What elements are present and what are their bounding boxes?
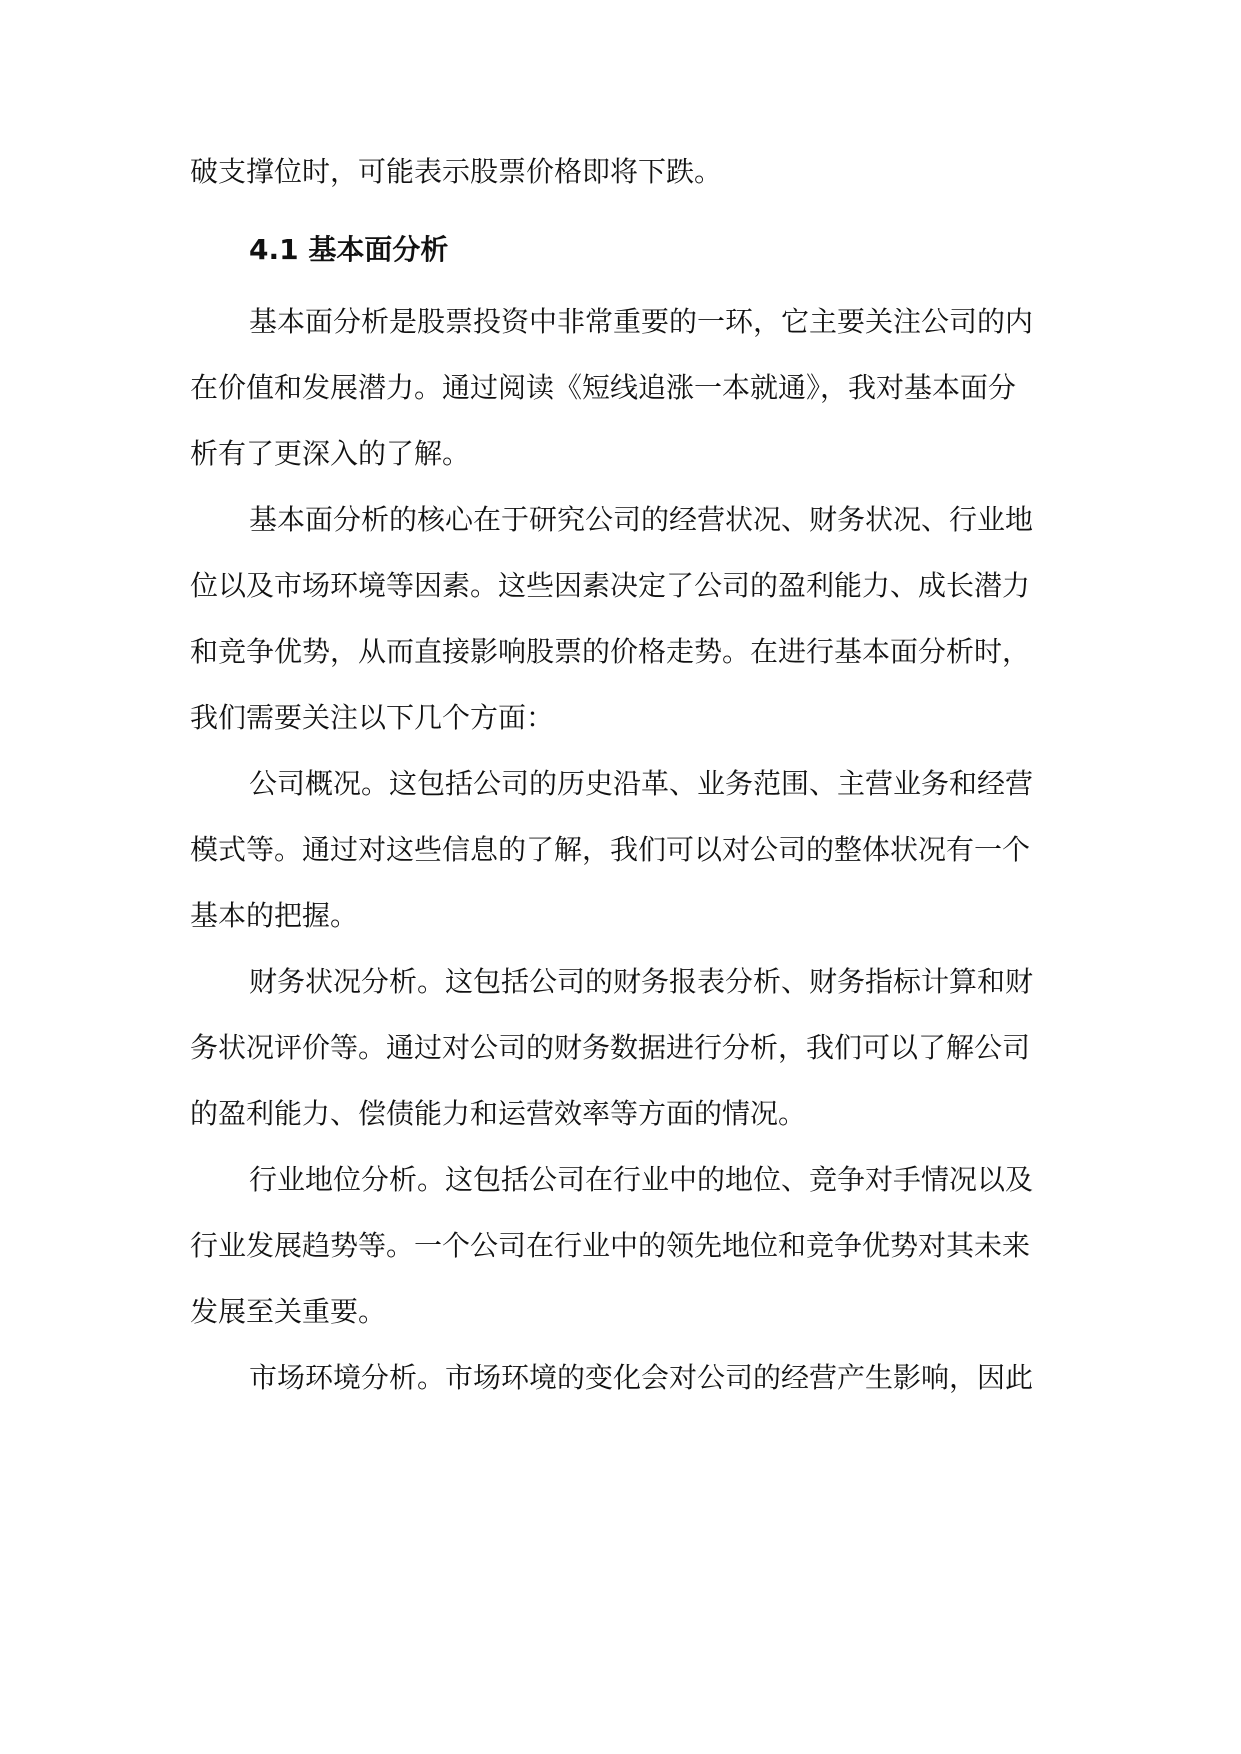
paragraph-line: 基本面分析的核心在于研究公司的经营状况、财务状况、行业地 (249, 503, 1034, 536)
paragraph-line: 财务状况分析。这包括公司的财务报表分析、财务指标计算和财 (249, 965, 1034, 998)
paragraph-line: 和竞争优势，从而直接影响股票的价格走势。在进行基本面分析时， (190, 635, 1031, 668)
paragraph-line: 市场环境分析。市场环境的变化会对公司的经营产生影响，因此 (249, 1361, 1034, 1394)
paragraph-continuation-line: 破支撑位时，可能表示股票价格即将下跌。 (190, 155, 723, 188)
section-heading: 4.1 基本面分析 (249, 233, 449, 266)
paragraph-line: 位以及市场环境等因素。这些因素决定了公司的盈利能力、成长潜力 (190, 569, 1031, 602)
paragraph-line: 行业地位分析。这包括公司在行业中的地位、竞争对手情况以及 (249, 1163, 1034, 1196)
paragraph-line: 的盈利能力、偿债能力和运营效率等方面的情况。 (190, 1097, 807, 1130)
paragraph-line: 行业发展趋势等。一个公司在行业中的领先地位和竞争优势对其未来 (190, 1229, 1031, 1262)
paragraph-line: 发展至关重要。 (190, 1295, 387, 1328)
paragraph-line: 基本面分析是股票投资中非常重要的一环，它主要关注公司的内 (249, 305, 1034, 338)
paragraph-line: 在价值和发展潜力。通过阅读《短线追涨一本就通》，我对基本面分 (190, 371, 1017, 404)
paragraph-line: 模式等。通过对这些信息的了解，我们可以对公司的整体状况有一个 (190, 833, 1031, 866)
paragraph-line: 公司概况。这包括公司的历史沿革、业务范围、主营业务和经营 (249, 767, 1034, 800)
paragraph-line: 我们需要关注以下几个方面： (190, 701, 555, 734)
paragraph-line: 基本的把握。 (190, 899, 359, 932)
paragraph-line: 务状况评价等。通过对公司的财务数据进行分析，我们可以了解公司 (190, 1031, 1031, 1064)
paragraph-line: 析有了更深入的了解。 (190, 437, 471, 470)
